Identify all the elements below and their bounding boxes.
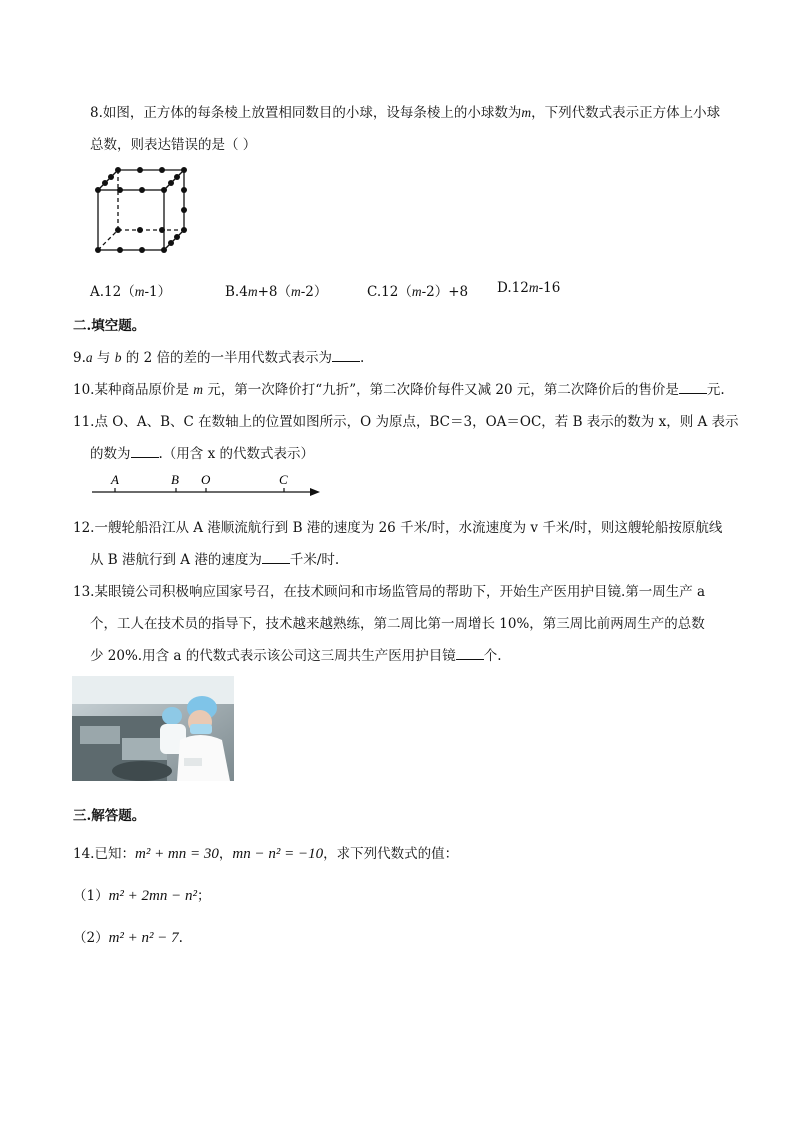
axis-label-c: C <box>279 472 288 487</box>
opt-c-post: -2）+8 <box>421 284 469 300</box>
axis-label-b: B <box>171 472 179 487</box>
q11-line1: 11.点 O、A、B、C 在数轴上的位置如图所示，O 为原点，BC＝3，OA＝OC，若 B 表示的数为 x，则 A 表示 <box>73 414 739 430</box>
q11-text-b: .（用含 x 的代数式表示） <box>158 446 314 462</box>
axis-arrow <box>310 488 320 496</box>
q9-answer-blank[interactable] <box>332 348 360 362</box>
q9-end: . <box>359 350 365 366</box>
q8-option-a[interactable] <box>90 280 171 300</box>
opt-b-var2: m <box>290 284 301 299</box>
opt-a-var: m <box>134 284 145 299</box>
q14-prompt: ，求下列代数式的值： <box>323 846 459 862</box>
q14-part-1-expr: m² + 2mn − n² <box>108 888 197 904</box>
q14-part-1-end: ； <box>197 888 211 904</box>
axis-label-o: O <box>201 472 211 487</box>
q8-var-m: m <box>521 105 532 120</box>
q11-line2 <box>90 442 314 462</box>
opt-b-var1: m <box>247 284 258 299</box>
axis-label-a: A <box>111 472 119 487</box>
opt-d-var: m <box>528 280 539 295</box>
q13-text-b: 个. <box>483 648 502 664</box>
q12-answer-blank[interactable] <box>262 550 290 564</box>
q8-line2: 总数，则表达错误的是（ ） <box>90 137 257 153</box>
q10 <box>73 378 725 398</box>
q14-comma: ， <box>218 846 233 862</box>
q8-text-b: ，下列代数式表示正方体上小球 <box>531 105 721 121</box>
q10-t2: 元，第一次降价打“九折”，第二次降价每件又减 20 元，第二次降价后的售价是 <box>203 382 679 398</box>
q13-line1: 13.某眼镜公司积极响应国家号召，在技术顾问和市场监管局的帮助下，开始生产医用护目镜.第一周生产 a <box>73 584 706 600</box>
opt-c-var: m <box>411 284 422 299</box>
q14-part-1 <box>73 884 211 905</box>
q9-t2: 的 2 倍的差的一半用代数式表示为 <box>121 350 332 366</box>
q13-line3 <box>90 644 502 664</box>
q8-line1 <box>90 101 720 121</box>
q14-part-2 <box>73 926 183 947</box>
q8-option-d[interactable] <box>497 280 560 296</box>
q11-text-a: 的数为 <box>90 446 131 462</box>
q14-part-2-num: （2） <box>73 930 109 946</box>
q14-equation-2: mn − n² = −10 <box>232 846 324 862</box>
q9-num: 9. <box>73 350 86 366</box>
q14-equation-1: m² + mn = 30 <box>134 846 219 862</box>
cube-figure <box>88 160 198 260</box>
opt-b-pre: B.4 <box>225 284 248 300</box>
q10-var: m <box>193 382 204 397</box>
opt-a-post: -1） <box>144 284 172 300</box>
q14-part-1-num: （1） <box>73 888 109 904</box>
number-line <box>88 470 328 504</box>
q13-answer-blank[interactable] <box>456 646 484 660</box>
opt-a-pre: A.12（ <box>90 284 135 300</box>
section-fill-heading: 二.填空题。 <box>73 318 146 334</box>
q14-stem <box>73 842 458 863</box>
q10-answer-blank[interactable] <box>679 380 707 394</box>
opt-d-post: -16 <box>538 280 561 296</box>
q10-t1: 10.某种商品原价是 <box>73 382 194 398</box>
opt-d-pre: D.12 <box>497 280 529 296</box>
q14-part-2-expr: m² + n² − 7 <box>108 930 179 946</box>
q8-text-a: 8.如图，正方体的每条棱上放置相同数目的小球，设每条棱上的小球数为 <box>90 105 522 121</box>
factory-workers-photo <box>72 676 234 781</box>
q9 <box>73 346 364 366</box>
q12-text-a: 从 B 港航行到 A 港的速度为 <box>90 552 262 568</box>
opt-b-mid: +8（ <box>257 284 291 300</box>
q12-text-b: 千米/时. <box>289 552 340 568</box>
q9-t1: 与 <box>92 350 115 366</box>
q14-intro: 14.已知： <box>73 846 135 862</box>
q14-part-2-end: . <box>178 930 183 946</box>
q13-text-a: 少 20%.用含 a 的代数式表示该公司这三周共生产医用护目镜 <box>90 648 456 664</box>
opt-c-pre: C.12（ <box>367 284 412 300</box>
q12-line1: 12.一艘轮船沿江从 A 港顺流航行到 B 港的速度为 26 千米/时，水流速度为 v 千米/时，则这艘轮船按原航线 <box>73 520 723 536</box>
q12-line2 <box>90 548 339 568</box>
section-solve-heading: 三.解答题。 <box>73 808 146 824</box>
q8-option-c[interactable] <box>367 280 468 300</box>
q11-answer-blank[interactable] <box>131 444 159 458</box>
cube-front-face <box>98 190 164 250</box>
opt-b-post: -2） <box>300 284 328 300</box>
q8-option-b[interactable] <box>225 280 327 300</box>
q9-var-a: a <box>85 350 93 365</box>
q10-end: 元. <box>706 382 725 398</box>
q9-var-b: b <box>114 350 122 365</box>
q13-line2: 个，工人在技术员的指导下，技术越来越熟练，第二周比第一周增长 10%，第三周比前两周生产的总数 <box>90 616 705 632</box>
